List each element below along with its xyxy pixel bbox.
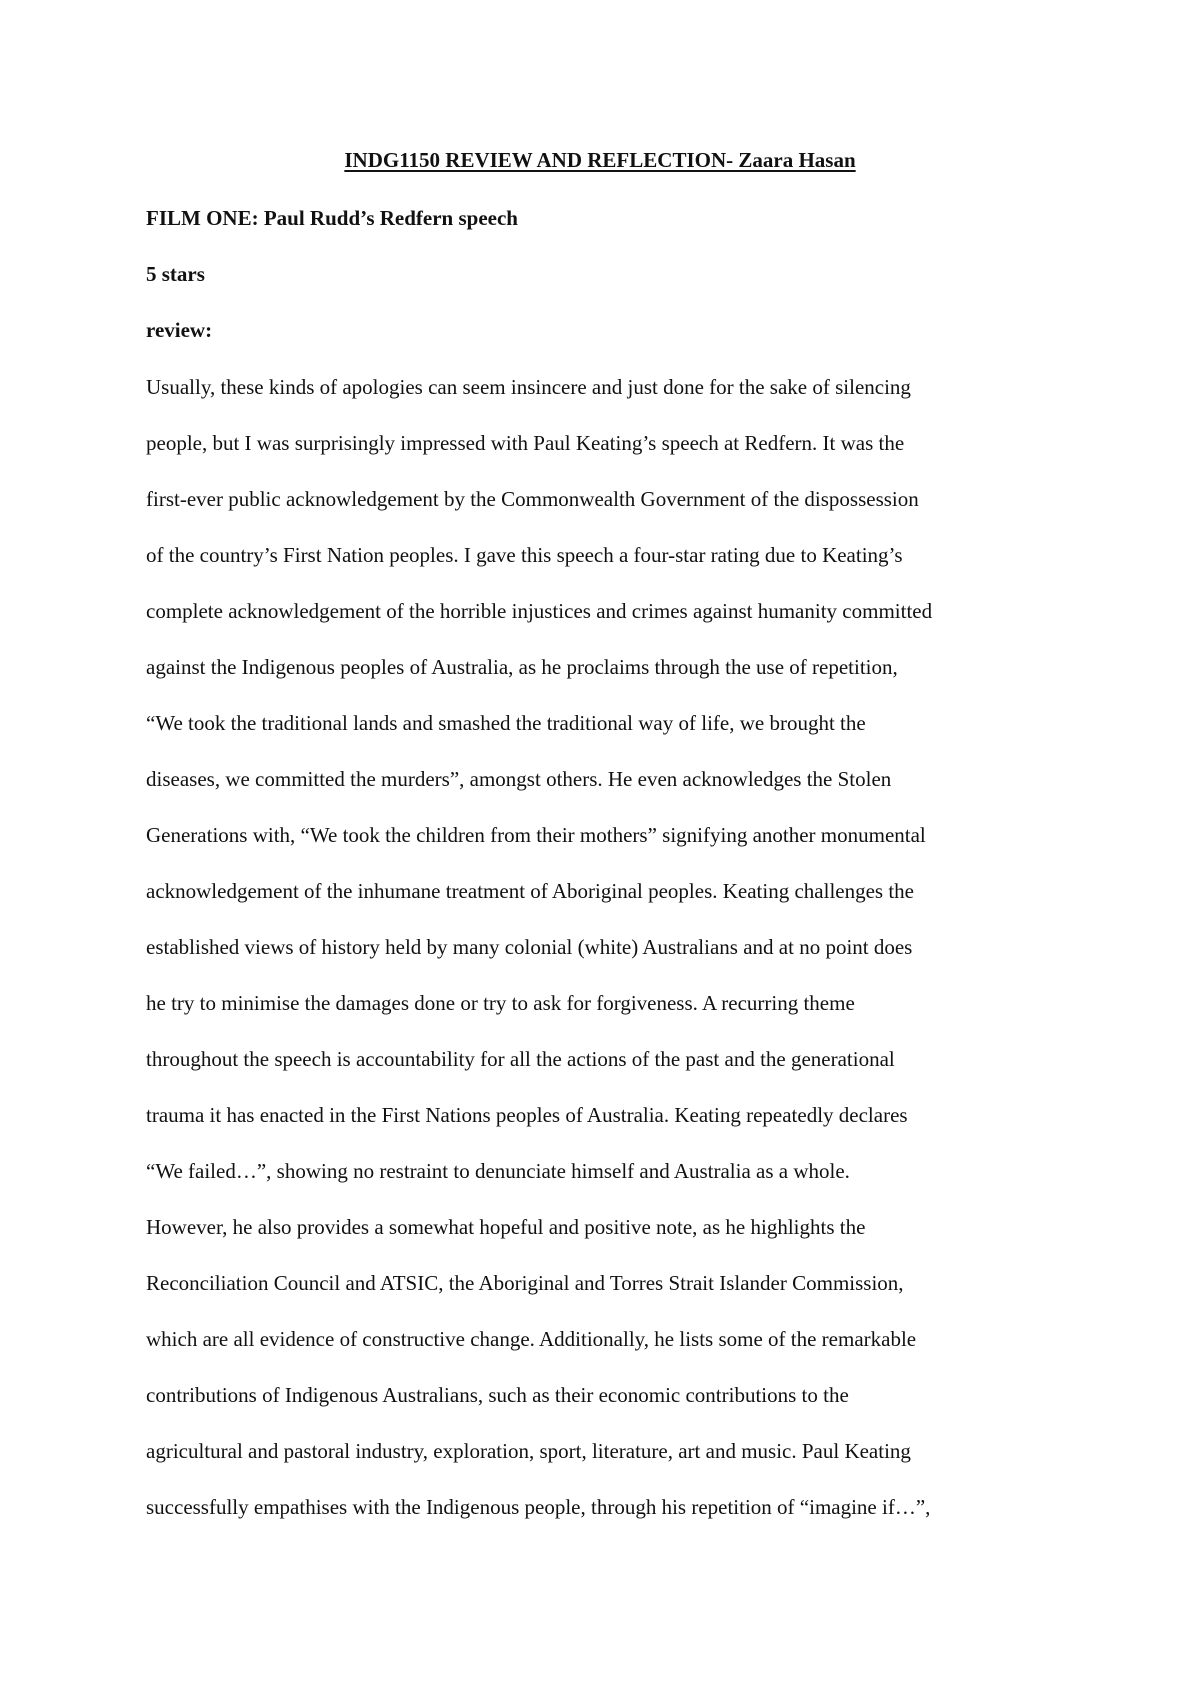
- document-title: INDG1150 REVIEW AND REFLECTION- Zaara Hasan: [344, 148, 856, 172]
- body-line: of the country’s First Nation peoples. I gave this speech a four-star rating due to Keating’s: [146, 543, 903, 567]
- body-line: “We failed…”, showing no restraint to denunciate himself and Australia as a whole.: [146, 1159, 850, 1183]
- body-line: acknowledgement of the inhumane treatment of Aboriginal peoples. Keating challenges the: [146, 879, 914, 903]
- body-line: which are all evidence of constructive change. Additionally, he lists some of the remarkable: [146, 1327, 917, 1351]
- review-label: review:: [146, 318, 213, 342]
- body-line: Reconciliation Council and ATSIC, the Aboriginal and Torres Strait Islander Commission,: [146, 1271, 904, 1295]
- body-line: Generations with, “We took the children from their mothers” signifying another monumental: [146, 823, 926, 847]
- body-line: people, but I was surprisingly impressed with Paul Keating’s speech at Redfern. It was the: [146, 431, 905, 455]
- body-line: contributions of Indigenous Australians, such as their economic contributions to the: [146, 1383, 849, 1407]
- body-line: diseases, we committed the murders”, amongst others. He even acknowledges the Stolen: [146, 767, 892, 791]
- body-line: successfully empathises with the Indigenous people, through his repetition of “imagine if…”,: [146, 1495, 931, 1519]
- film-heading: FILM ONE: Paul Rudd’s Redfern speech: [146, 206, 518, 230]
- body-line: trauma it has enacted in the First Nations peoples of Australia. Keating repeatedly declares: [146, 1103, 908, 1127]
- review-body: [146, 373, 1066, 1549]
- body-line: against the Indigenous peoples of Australia, as he proclaims through the use of repetition,: [146, 655, 898, 679]
- body-line: “We took the traditional lands and smashed the traditional way of life, we brought the: [146, 711, 866, 735]
- body-line: he try to minimise the damages done or try to ask for forgiveness. A recurring theme: [146, 991, 855, 1015]
- body-line: agricultural and pastoral industry, exploration, sport, literature, art and music. Paul Keating: [146, 1439, 911, 1463]
- body-line: first-ever public acknowledgement by the Commonwealth Government of the dispossession: [146, 487, 919, 511]
- body-line: Usually, these kinds of apologies can seem insincere and just done for the sake of silencing: [146, 375, 911, 399]
- rating-heading: 5 stars: [146, 262, 205, 286]
- body-line: throughout the speech is accountability for all the actions of the past and the generational: [146, 1047, 895, 1071]
- body-line: complete acknowledgement of the horrible injustices and crimes against humanity committed: [146, 599, 933, 623]
- body-line: However, he also provides a somewhat hopeful and positive note, as he highlights the: [146, 1215, 866, 1239]
- body-line: established views of history held by many colonial (white) Australians and at no point does: [146, 935, 913, 959]
